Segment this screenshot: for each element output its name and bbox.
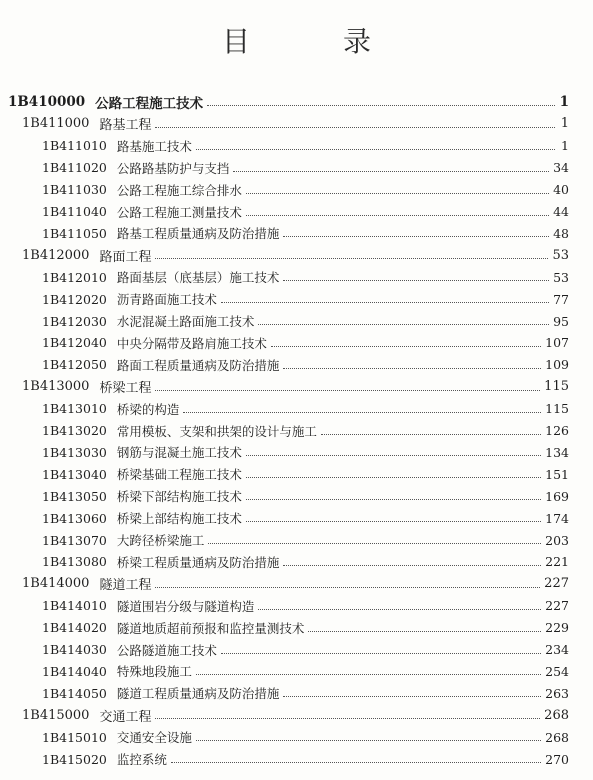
toc-entry-page: 268 — [545, 729, 569, 745]
dot-leader — [208, 542, 541, 544]
toc-entry[interactable] — [0, 333, 569, 353]
toc-entry[interactable] — [0, 223, 569, 243]
toc-entry[interactable] — [0, 705, 569, 725]
toc-entry[interactable] — [0, 399, 569, 419]
toc-entry-number: 1B413060 — [42, 510, 107, 526]
toc-entry-number: 1B413050 — [42, 488, 107, 504]
toc-entry-number: 1B413030 — [42, 444, 107, 460]
toc-entry-page: 115 — [545, 401, 569, 417]
toc-entry-title: 大跨径桥梁施工 — [116, 533, 205, 548]
toc-entry-number: 1B415010 — [42, 729, 107, 745]
toc-entry[interactable] — [0, 377, 569, 397]
dot-leader — [271, 345, 541, 347]
toc-entry[interactable] — [0, 92, 569, 112]
toc-entry-title: 桥梁工程 — [99, 381, 152, 397]
toc-entry-title: 路基工程 — [99, 118, 152, 134]
toc-entry-title: 公路隧道施工技术 — [116, 642, 217, 658]
toc-entry-number: 1B413040 — [42, 466, 107, 482]
toc-entry-number: 1B411030 — [42, 182, 107, 198]
toc-entry[interactable] — [0, 596, 569, 616]
toc-entry-title: 隧道地质超前预报和监控量测技术 — [116, 620, 305, 636]
toc-entry-page: 254 — [545, 663, 569, 679]
toc-entry-page: 77 — [553, 291, 569, 307]
page-title: 目 录 — [222, 25, 413, 58]
toc-entry-number: 1B411000 — [22, 116, 90, 132]
toc-entry-number: 1B412030 — [42, 313, 107, 329]
toc-entry-number: 1B411010 — [42, 138, 107, 154]
toc-entry-page: 126 — [545, 423, 569, 438]
toc-entry-number: 1B414020 — [42, 620, 107, 636]
toc-entry-number: 1B412010 — [42, 269, 107, 285]
dot-leader — [171, 761, 541, 763]
toc-entry[interactable] — [0, 289, 569, 309]
toc-entry-page: 268 — [544, 707, 569, 723]
dot-leader — [196, 739, 541, 741]
toc-entry-number: 1B413070 — [42, 532, 107, 548]
toc-entry-title: 钢筋与混凝土施工技术 — [116, 445, 242, 461]
dot-leader — [233, 170, 549, 172]
toc-entry-number: 1B411020 — [42, 160, 107, 176]
dot-leader — [283, 695, 541, 697]
toc-entry[interactable] — [0, 508, 569, 528]
toc-entry-page: 174 — [545, 510, 569, 526]
dot-leader — [246, 454, 541, 456]
toc-entry-number: 1B414040 — [42, 663, 107, 679]
toc-entry-page: 107 — [545, 335, 569, 351]
toc-entry-page: 270 — [545, 751, 569, 767]
toc-entry[interactable] — [0, 640, 569, 660]
toc-entry[interactable] — [0, 421, 569, 441]
toc-entry-title: 公路路基防护与支挡 — [116, 160, 230, 176]
toc-entry-title: 路面工程质量通病及防治措施 — [116, 357, 280, 373]
toc-entry-page: 44 — [553, 204, 569, 219]
toc-entry-number: 1B414000 — [22, 576, 90, 592]
toc-entry[interactable] — [0, 158, 569, 178]
toc-entry-title: 常用模板、支架和拱架的设计与施工 — [116, 423, 317, 439]
toc-entry[interactable] — [0, 464, 569, 484]
toc-entry-page: 53 — [552, 247, 569, 263]
toc-entry-title: 路基工程质量通病及防治措施 — [116, 226, 280, 242]
dot-leader — [283, 367, 541, 369]
toc-entry-number: 1B415020 — [42, 751, 107, 767]
dot-leader — [207, 104, 555, 106]
dot-leader — [283, 235, 549, 237]
dot-leader — [246, 476, 541, 478]
toc-entry-page: 115 — [544, 379, 569, 395]
toc-entry-number: 1B414030 — [42, 642, 107, 657]
toc-entry-title: 特殊地段施工 — [116, 664, 192, 680]
toc-entry-page: 203 — [545, 532, 569, 548]
dot-leader — [246, 214, 549, 216]
toc-entry-title: 沥青路面施工技术 — [116, 292, 217, 308]
toc-entry-number: 1B411040 — [42, 204, 107, 219]
toc-entry-title: 中央分隔带及路肩施工技术 — [116, 335, 267, 351]
toc-entry[interactable] — [0, 530, 569, 550]
toc-entry[interactable] — [0, 311, 569, 331]
toc-entry[interactable] — [0, 136, 569, 156]
toc-entry-number: 1B413020 — [42, 423, 107, 438]
dot-leader — [321, 433, 541, 435]
dot-leader — [283, 564, 541, 566]
dot-leader — [183, 411, 541, 413]
toc-entry-page: 169 — [545, 488, 569, 504]
toc-entry-page: 263 — [545, 685, 569, 701]
toc-entry-page: 227 — [544, 576, 569, 592]
dot-leader — [246, 498, 541, 500]
dot-leader — [221, 301, 549, 303]
dot-leader — [221, 652, 541, 654]
toc-entry-number: 1B414050 — [42, 685, 107, 701]
toc-entry-number: 1B412000 — [22, 247, 90, 263]
toc-entry-title: 公路工程施工技术 — [95, 96, 204, 112]
toc-entry-title: 桥梁基础工程施工技术 — [116, 467, 242, 483]
toc-entry-page: 95 — [553, 313, 569, 329]
dot-leader — [308, 630, 541, 632]
dot-leader — [155, 717, 540, 719]
toc-entry-page: 134 — [545, 444, 569, 460]
toc-entry[interactable] — [0, 727, 569, 747]
toc-entry-page: 34 — [553, 160, 569, 176]
toc-entry-page: 1 — [560, 116, 569, 132]
toc-entry-number: 1B415000 — [22, 707, 90, 723]
toc-entry-title: 桥梁上部结构施工技术 — [116, 511, 242, 527]
toc-entry-number: 1B414010 — [42, 598, 107, 614]
toc-entry-title: 交通工程 — [99, 709, 152, 725]
toc-entry[interactable] — [0, 486, 569, 506]
toc-entry-title: 桥梁的构造 — [116, 401, 180, 417]
toc-entry[interactable] — [0, 661, 569, 681]
toc-entry-number: 1B413080 — [42, 554, 107, 570]
toc-entry-title: 隧道工程 — [99, 578, 152, 594]
toc-entry-number: 1B410000 — [8, 94, 86, 110]
toc-entry-number: 1B412040 — [42, 335, 107, 351]
toc-entry[interactable] — [0, 202, 569, 222]
toc-entry[interactable] — [0, 355, 569, 375]
toc-entry-title: 路面工程 — [99, 249, 152, 265]
toc-entry-title: 公路工程施工测量技术 — [116, 204, 242, 220]
toc-entry-page: 1 — [559, 94, 569, 110]
toc-entry-number: 1B412050 — [42, 357, 107, 373]
toc-entry-page: 229 — [545, 620, 569, 636]
dot-leader — [155, 389, 540, 391]
toc-entry-page: 227 — [545, 598, 569, 614]
toc-entry-title: 公路工程施工综合排水 — [116, 182, 242, 198]
toc-entry-page: 151 — [545, 466, 569, 482]
toc-entry-number: 1B413000 — [22, 379, 90, 395]
toc-entry[interactable] — [0, 114, 569, 134]
toc-entry-page: 40 — [553, 182, 569, 198]
toc-entry[interactable] — [0, 749, 569, 769]
toc-entry-title: 监控系统 — [116, 752, 167, 767]
dot-leader — [155, 257, 548, 259]
toc-entry[interactable] — [0, 552, 569, 572]
toc-entry[interactable] — [0, 180, 569, 200]
toc-entry-page: 1 — [561, 138, 569, 154]
toc-entry-number: 1B413010 — [42, 401, 107, 417]
toc-entry-title: 水泥混凝土路面施工技术 — [116, 314, 255, 329]
toc-entry-page: 109 — [545, 357, 569, 373]
toc-entry-page: 234 — [545, 642, 569, 657]
toc-entry-page: 53 — [553, 269, 569, 285]
dot-leader — [196, 673, 541, 675]
toc-entry-number: 1B412020 — [42, 291, 107, 307]
toc-entry-title: 隧道工程质量通病及防治措施 — [116, 686, 280, 702]
toc-entry[interactable] — [0, 267, 569, 287]
dot-leader — [155, 586, 540, 588]
dot-leader — [283, 279, 549, 281]
dot-leader — [246, 192, 549, 194]
dot-leader — [246, 520, 541, 522]
dot-leader — [258, 323, 549, 325]
toc-entry[interactable] — [0, 683, 569, 703]
toc-entry[interactable] — [0, 618, 569, 638]
toc-entry-title: 交通安全设施 — [116, 730, 192, 746]
toc-entry[interactable] — [0, 442, 569, 462]
toc-entry-page: 48 — [553, 225, 569, 241]
toc-entry-title: 路基施工技术 — [116, 138, 192, 154]
toc-entry-title: 路面基层（底基层）施工技术 — [116, 270, 280, 286]
toc-entry-title: 桥梁下部结构施工技术 — [116, 489, 242, 505]
toc-entry[interactable] — [0, 574, 569, 594]
toc-entry[interactable] — [0, 245, 569, 265]
dot-leader — [258, 608, 541, 610]
toc-entry-title: 桥梁工程质量通病及防治措施 — [116, 554, 280, 570]
dot-leader — [155, 126, 555, 128]
toc-entry-number: 1B411050 — [42, 225, 107, 241]
toc-entry-page: 221 — [545, 554, 569, 570]
toc-entry-title: 隧道围岩分级与隧道构造 — [116, 598, 255, 614]
dot-leader — [196, 148, 555, 150]
